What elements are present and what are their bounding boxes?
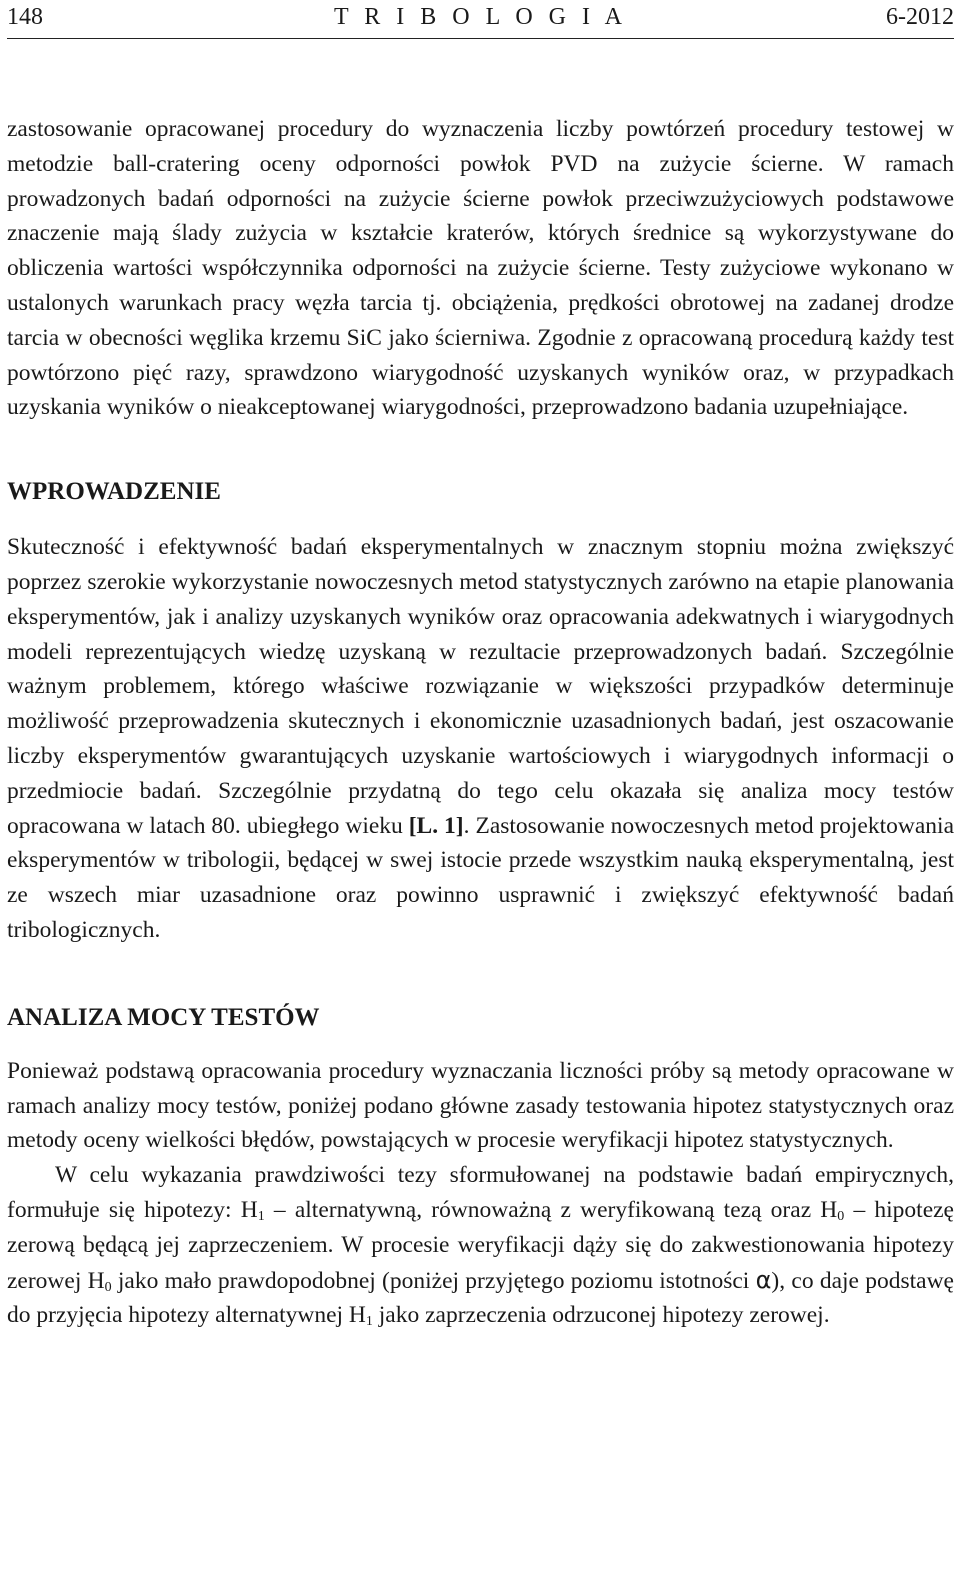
citation-reference: [L. 1] <box>408 812 464 839</box>
analiza-paragraph-2 <box>7 1158 954 1333</box>
text-run: jako mało prawdopodobnej (poniżej przyjętego poziomu istotności <box>111 1267 756 1294</box>
text-run: – hipotezę zerową będącą jej zaprzeczeniem. W procesie weryfikacji dąży się do zakwestionowania hipotezy zerowej H <box>7 1196 954 1294</box>
subscript: 1 <box>257 1208 265 1224</box>
subscript: 0 <box>837 1208 845 1224</box>
section-heading-wprowadzenie: WPROWADZENIE <box>7 478 221 506</box>
text-run: ), co daje podstawę do przyjęcia hipotezy alternatywnej H <box>7 1267 954 1329</box>
text-run: – alternatywną, równoważną z weryfikowaną tezą oraz H <box>264 1196 838 1223</box>
text-run: jako zaprzeczenia odrzuconej hipotezy zerowej. <box>372 1302 830 1329</box>
page-number: 148 <box>7 4 43 30</box>
text-run: W celu wykazania prawdziwości tezy sformułowanej na podstawie badań empirycznych, formułuje się hipotezy: H <box>7 1162 954 1223</box>
journal-title: T R I B O L O G I A <box>334 4 627 30</box>
subscript: 1 <box>365 1314 373 1330</box>
wprowadzenie-paragraph <box>7 530 954 948</box>
article-body <box>7 112 954 1333</box>
subscript: 0 <box>104 1279 112 1295</box>
intro-paragraph: zastosowanie opracowanej procedury do wyznaczenia liczby powtórzeń procedury testowej w metodzie ball-cratering oceny odporności powłok PVD na zużycie ścierne. W ramach prowadzonych badań odporności na zużycie ścierne powłok przeciwzużyciowych podstawowe znaczenie mają ślady zużycia w kształcie kraterów, których średnice są wykorzystywane do obliczenia wartości współczynnika odporności na zużycie ścierne. Testy zużyciowe wykonano w ustalonych warunkach pracy węzła tarcia tj. obciążenia, prędkości obrotowej na zadanej drodze tarcia w obecności węglika krzemu SiC jako ścierniwa. Zgodnie z opracowaną procedurą każdy test powtórzono pięć razy, sprawdzono wiarygodność uzyskanych wyników oraz, w przypadkach uzyskania wyników o nieakceptowanej wiarygodności, przeprowadzono badania uzupełniające. <box>7 116 954 421</box>
analiza-paragraph-1: Ponieważ podstawą opracowania procedury wyznaczania liczności próby są metody opracowane w ramach analizy mocy testów, poniżej podano główne zasady testowania hipotez statystycznych oraz metody oceny wielkości błędów, powstających w procesie weryfikacji hipotez statystycznych. <box>7 1057 954 1154</box>
running-header <box>7 0 954 39</box>
alpha-symbol: α <box>755 1265 772 1294</box>
text-run: . Zastosowanie nowoczesnych metod projektowania eksperymentów w tribologii, będącej w swej istocie przede wszystkim nauką eksperymentalną, jest ze wszech miar uzasadnione oraz powinno usprawnić i zwiększyć efektywność badań tribologicznych. <box>7 812 955 943</box>
issue-number: 6-2012 <box>886 4 954 30</box>
text-run: Skuteczność i efektywność badań eksperymentalnych w znacznym stopniu można zwiększyć poprzez szerokie wykorzystanie nowoczesnych metod statystycznych zarówno na etapie planowania eksperymentów, jak i analizy uzyskanych wyników oraz opracowania adekwatnych i wiarygodnych modeli reprezentujących wiedzę uzyskaną w rezultacie przeprowadzonych badań. Szczególnie ważnym problemem, którego właściwe rozwiązanie w większości przypadków determinuje możliwość przeprowadzenia skutecznych i ekonomicznie uzasadnionych badań, jest oszacowanie liczby eksperymentów gwarantujących uzyskanie wartościowych i wiarygodnych informacji o przedmiocie badań. Szczególnie przydatną do tego celu okazała się analiza mocy testów opracowana w latach 80. ubiegłego wieku <box>7 534 954 839</box>
section-heading-analiza: ANALIZA MOCY TESTÓW <box>7 1003 320 1031</box>
